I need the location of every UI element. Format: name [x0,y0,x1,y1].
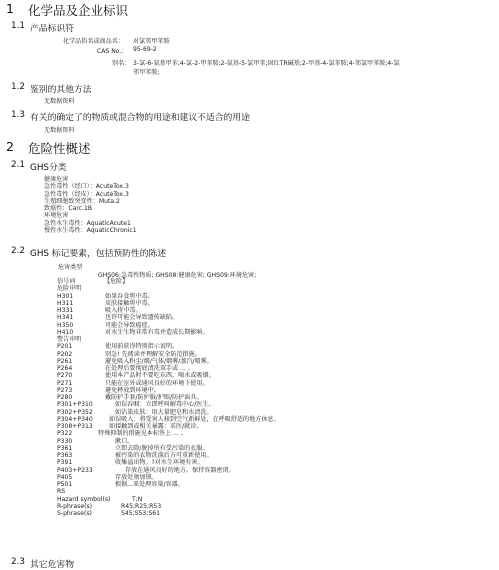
precaution-row [57,387,280,394]
precaution-code: P403+P233 [57,466,93,474]
section-1-3-title: 有关的确定了的物质或混合物的用途和建议不适合的用途 [30,113,250,123]
section-1-2-number: 1.2 [11,82,25,92]
precaution-code: P201 [57,343,73,351]
classification-line: 急性毒性（经皮）：AcuteTox.3 [44,190,129,198]
precaution-row [57,351,280,358]
hazard-symbol-row [57,496,280,503]
precaution-text: 存放处须加锁。 [115,473,158,481]
section-2-2-number: 2.2 [11,246,25,256]
section-2-2-title: GHS 标记要素，包括预防性的陈述 [30,249,167,259]
hazard-row [57,314,280,321]
section-1-3-number: 1.3 [11,110,25,120]
section-2-1-number: 2.1 [11,160,25,170]
signal-word-value: 【危险】 [104,278,129,285]
precaution-text: 存放在通风良好的地方。保持容器密闭。 [125,466,235,474]
precaution-row [57,459,280,466]
precaution-text: 在处理后要彻底清洗双手或 ... 。 [105,365,194,372]
section-1-3-body: 无数据资料 [44,127,75,134]
precaution-text: 使用前获得特别指示说明。 [105,343,179,351]
precaution-text: 被污染的衣物洗涤后方可重新使用。 [115,452,213,459]
precaution-row [57,467,280,474]
hazard-text: 可能会导致癌症。 [105,321,154,329]
r-phrase-row [57,503,280,510]
precaution-code: P405 [57,473,73,481]
rs-label: RS [57,488,66,496]
classification-line: 慢性水生毒性：AquaticChronic1 [44,226,137,234]
precaution-code: P261 [57,357,73,365]
section-1-number: 1 [6,1,14,16]
precaution-text: 漱口。 [115,437,134,445]
precaution-row [57,438,280,445]
precaution-row [57,445,280,452]
section-1-1-number: 1.1 [11,21,25,31]
hazard-row [57,293,280,300]
precaution-row [57,474,280,481]
hazard-text: 如果吞食将中毒。 [105,292,154,300]
precaution-row [57,380,280,387]
s-phrase-row [57,510,280,517]
classification-line: 健康危害 [44,176,69,183]
s-phrase-label: S-phrase(s) [57,510,92,517]
ghs-classification-list [44,176,137,234]
precaution-code: P273 [57,386,73,394]
section-1-title: 化学品及企业标识 [28,3,129,18]
hazard-row [57,322,280,329]
cas-label: CAS No.： [97,48,128,55]
precaution-text: 避免释放到环境中。 [105,386,160,394]
alias-line-1: 3-氯-6-氨基甲苯;4-氯-2-甲苯胺;2-氨基-5-氯甲苯;固红TR碱基;2-甲基-4-氯苯胺;4-邻氯甲苯胺;4-氯 [133,60,400,67]
precaution-code: P308+P313 [57,423,93,430]
hazard-text: 也许可能会导致遗传缺陷。 [105,314,179,322]
label-elements [57,278,280,517]
classification-line: 急性水生毒性：AquaticAcute1 [44,219,131,227]
hazard-text: 皮肤接触将中毒。 [105,299,154,307]
hazard-text: 吸入将中毒。 [105,307,142,314]
r-phrase-label: R-phrase(s) [57,502,93,510]
hazard-row [57,329,280,336]
classification-line: 急性毒性（经口）：AcuteTox.3 [44,183,129,191]
precaution-code: P391 [57,459,73,467]
product-name-label: 化学品俗名或商品名： [63,38,124,45]
precaution-text: 收集溢出物。?对水生环境有害。 [115,459,204,467]
precaution-row [57,343,280,350]
precaution-text: 立即去除/脱掉所有受污染的衣服。 [115,444,209,452]
precaution-text: 避免吸入粉尘/烟/气体/烟雾/蒸汽/喷雾。 [105,357,213,365]
precaution-text: 如误吞咽：立即呼叫解毒中心/医生。 [115,401,215,409]
hazard-code: H331 [57,307,74,314]
r-phrase-value: R45;R25;R53 [121,502,162,510]
cas-value: 95-69-2 [133,46,157,53]
section-1-2-title: 鉴别的其他方法 [30,85,92,95]
precaution-code: P264 [57,365,73,372]
precaution-text: 使用本产品时不要吃东西，喝水或吸烟。 [105,372,215,380]
precaution-code: P363 [57,452,73,459]
section-2-3-title: 其它危害物 [30,560,74,570]
classification-line: 生殖细胞致突变性：Muta.2 [44,197,120,205]
hazard-code: H301 [57,292,74,300]
hazard-code: H410 [57,328,74,336]
hazard-statements-header: 危险申明 [57,285,82,293]
section-1-1-title: 产品标识符 [30,24,74,34]
precaution-code: P301+P310 [57,401,93,409]
precaution-row [57,481,280,488]
hazard-symbol-value: T;N [132,495,143,503]
signal-word-label: 信号词 [57,278,76,285]
precaution-code: P202 [57,350,73,358]
section-2-3-number: 2.3 [11,557,25,567]
hazard-code: H341 [57,314,74,322]
precaution-code: P330 [57,437,73,445]
precaution-code: P271 [57,379,73,387]
pictogram-label: 危害类型 [58,264,83,271]
hazard-row [57,300,280,307]
alias-line-2: 邻甲苯胺; [133,69,160,76]
pictogram-value: GHS06:急毒性物质; GHS08:健康危害; GHS09:环境危害; [98,272,257,279]
precautionary-statements-header: 警告申明 [57,336,82,343]
precaution-text: 戴防护手套/防护服/护眼/防护面具。 [105,394,203,401]
precaution-code: P361 [57,444,73,452]
precaution-text: 如接触到或相关暴露：求医/就诊。 [109,423,203,430]
classification-line: 环境危害 [44,212,69,220]
precaution-row [57,358,280,365]
precaution-text: 别急! 先阅读并理解安全防范措施。 [105,350,201,358]
section-2-number: 2 [6,139,14,154]
precaution-code: P501 [57,481,73,488]
s-phrase-value: S45;S53;S61 [121,510,160,517]
precaution-row [57,409,280,416]
hazard-code: H311 [57,299,74,307]
precaution-row [57,416,280,423]
precaution-code: P302+P352 [57,408,93,416]
section-2-1-title: GHS分类 [30,163,67,173]
precaution-code: P304+P340 [57,415,93,423]
precaution-text: 特殊抑制的措施见本标签上 ... 。 [98,430,187,438]
hazard-code: H350 [57,321,74,329]
hazard-symbol-label: Hazard symbol(s) [57,495,111,503]
precaution-row [57,372,280,379]
precaution-text: 如沾染皮肤：用大量肥皂和水清洗。 [115,408,213,416]
section-1-2-body: 无数据资料 [44,98,75,105]
hazard-text: 对水生生物非常有毒并造成长期影响。 [105,328,209,336]
precaution-code: P322 [57,430,73,438]
precaution-row [57,401,280,408]
precaution-row [57,430,280,437]
precaution-code: P270 [57,372,73,380]
precaution-text: 只能在室外或通风良好的环境下使用。 [105,379,209,387]
signal-word-row [57,278,280,285]
alias-label: 别名： [112,60,131,67]
classification-line: 致癌性：Carc.1B [44,205,93,212]
precaution-text: 根据...来处理容量/容器。 [115,481,184,488]
precaution-text: 如误吸入：将受害人移到空气新鲜处，在呼吸舒适的地方休息。 [109,415,280,423]
precaution-code: P280 [57,394,73,401]
product-name-value: 对氯邻甲苯胺 [133,38,170,45]
section-2-title: 危险性概述 [28,141,91,156]
